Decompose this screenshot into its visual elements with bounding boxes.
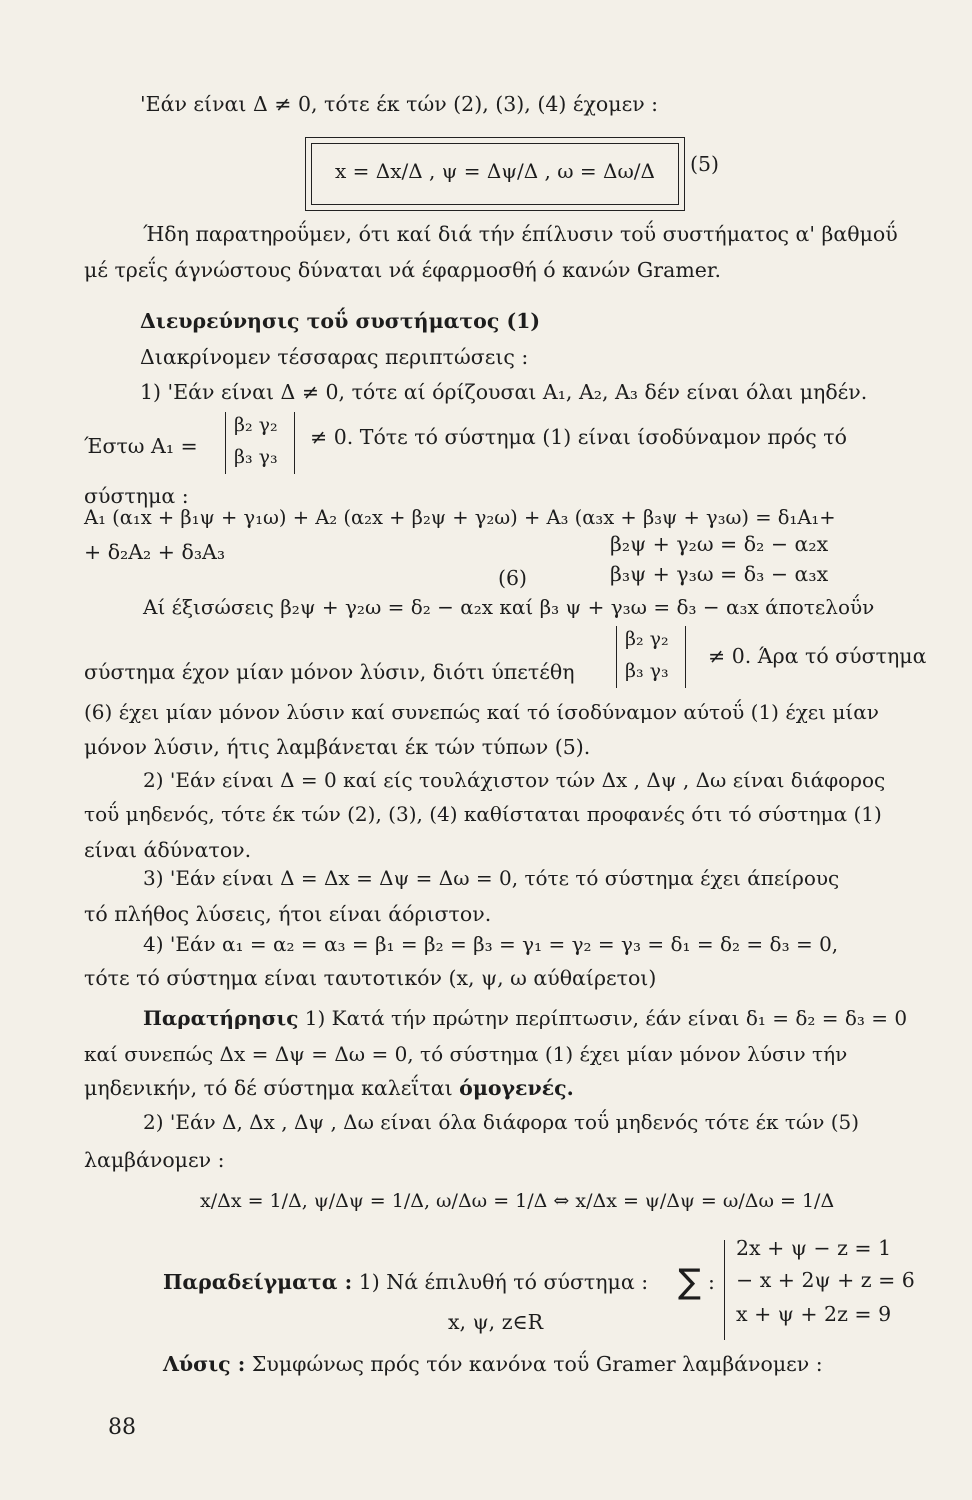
text-line: μόνον λύσιν, ήτις λαμβάνεται έκ τών τύπων (5). [84,735,591,759]
text-line: τότε τό σύστημα είναι ταυτοτικόν (x, ψ, ω αύθαίρετοι) [84,966,657,990]
section-heading: Διευρεύνησις τοΰ συστήματος (1) [140,309,541,333]
text-line: 4) 'Εάν α₁ = α₂ = α₃ = β₁ = β₂ = β₃ = γ₁ = γ₂ = γ₃ = δ₁ = δ₂ = δ₃ = 0, [143,932,839,956]
det-row: β₂ γ₂ [625,628,669,650]
example-line [163,1270,648,1295]
remark-label: Παρατήρησις [143,1006,299,1030]
text-line: μέ τρεΐς άγνώστους δύναται νά έφαρμοσθή ό κανών Gramer. [84,258,721,282]
solution-line [163,1352,823,1377]
equation-tag: (6) [498,566,528,590]
page-number: 88 [108,1415,136,1440]
det-row: β₃ γ₃ [625,660,669,682]
system-colon: : [708,1270,715,1294]
system-equation: x + ψ + 2z = 9 [736,1302,892,1326]
system-brace [724,1240,725,1340]
example-text: 1) Νά έπιλυθή τό σύστημα : [352,1270,649,1294]
text-line: σύστημα έχον μίαν μόνον λύσιν, διότι ύπετέθη [84,660,575,684]
text-line: λαμβάνομεν : [84,1148,225,1172]
examples-label: Παραδείγματα : [163,1270,353,1294]
text-line: 2) 'Εάν Δ, Δx , Δψ , Δω είναι όλα διάφορα τοΰ μηδενός τότε έκ τών (5) [143,1110,860,1134]
remark-text: 1) Κατά τήν πρώτην περίπτωσιν, έάν είναι δ₁ = δ₂ = δ₃ = 0 [298,1006,908,1030]
text-line: τό πλήθος λύσεις, ήτοι είναι άόριστον. [84,902,492,926]
text-line: Έστω A₁ = [84,434,198,458]
text-line: ≠ 0. Τότε τό σύστημα (1) είναι ίσοδύναμον πρός τό [310,425,847,449]
domain-line: x, ψ, z∈R [448,1310,544,1334]
det-row: β₃ γ₃ [234,446,278,468]
text-line: 2) 'Εάν είναι Δ = 0 καί είς τουλάχιστον τών Δx , Δψ , Δω είναι διάφορος [143,768,886,792]
text-line: 3) 'Εάν είναι Δ = Δx = Δψ = Δω = 0, τότε τό σύστημα έχει άπείρους [143,866,840,890]
equation-tag: (5) [690,152,720,176]
remark-line [143,1006,907,1030]
solution-text: Συμφώνως πρός τόν κανόνα τοΰ Gramer λαμβάνομεν : [245,1352,823,1376]
text-segment: μηδενικήν, τό δέ σύστημα καλεΐται [84,1076,460,1100]
text-line: Ήδη παρατηροΰμεν, ότι καί διά τήν έπίλυσιν τοΰ συστήματος α' βαθμοΰ [143,222,898,246]
text-line: καί συνεπώς Δx = Δψ = Δω = 0, τό σύστημα (1) έχει μίαν μόνον λύσιν τήν [84,1042,848,1066]
term-homogeneous: όμογενές. [459,1076,574,1100]
text-line: σύστημα : [84,484,189,508]
equation-line: β₃ψ + γ₃ω = δ₃ − α₃x [610,562,829,586]
cramer-formula: x = Δx/Δ , ψ = Δψ/Δ , ω = Δω/Δ [335,159,655,183]
text-line: (6) έχει μίαν μόνον λύσιν καί συνεπώς καί τό ίσοδύναμον αύτοΰ (1) έχει μίαν [84,700,879,724]
text-line: Αί έξισώσεις β₂ψ + γ₂ω = δ₂ − α₂x καί β₃ ψ + γ₃ω = δ₃ − α₃x άποτελοΰν [143,595,875,619]
text-line [84,1076,574,1101]
equation-line: β₂ψ + γ₂ω = δ₂ − α₂x [610,532,829,556]
system-equation: 2x + ψ − z = 1 [736,1236,892,1260]
text-line: είναι άδύνατον. [84,838,252,862]
text-line: 1) 'Εάν είναι Δ ≠ 0, τότε αί όρίζουσαι A₁, A₂, A₃ δέν είναι όλαι μηδέν. [140,380,868,404]
sigma-symbol: ∑ [678,1262,701,1302]
text-line: τοΰ μηδενός, τότε έκ τών (2), (3), (4) καθίσταται προφανές ότι τό σύστημα (1) [84,802,882,826]
solution-label: Λύσις : [163,1352,246,1376]
system-equation: − x + 2ψ + z = 6 [736,1268,915,1292]
text-line: Διακρίνομεν τέσσαρας περιπτώσεις : [140,345,529,369]
equation-line: + δ₂A₂ + δ₃A₃ [84,540,226,564]
text-line: ≠ 0. Άρα τό σύστημα [708,644,927,668]
text-line: 'Εάν είναι Δ ≠ 0, τότε έκ τών (2), (3), (4) έχομεν : [140,92,659,116]
det-row: β₂ γ₂ [234,414,278,436]
ratio-formula: x/Δx = 1/Δ, ψ/Δψ = 1/Δ, ω/Δω = 1/Δ ⇔ x/Δx = ψ/Δψ = ω/Δω = 1/Δ [200,1190,835,1212]
equation-line: A₁ (α₁x + β₁ψ + γ₁ω) + A₂ (α₂x + β₂ψ + γ₂ω) + A₃ (α₃x + β₃ψ + γ₃ω) = δ₁A₁+ [84,506,836,529]
